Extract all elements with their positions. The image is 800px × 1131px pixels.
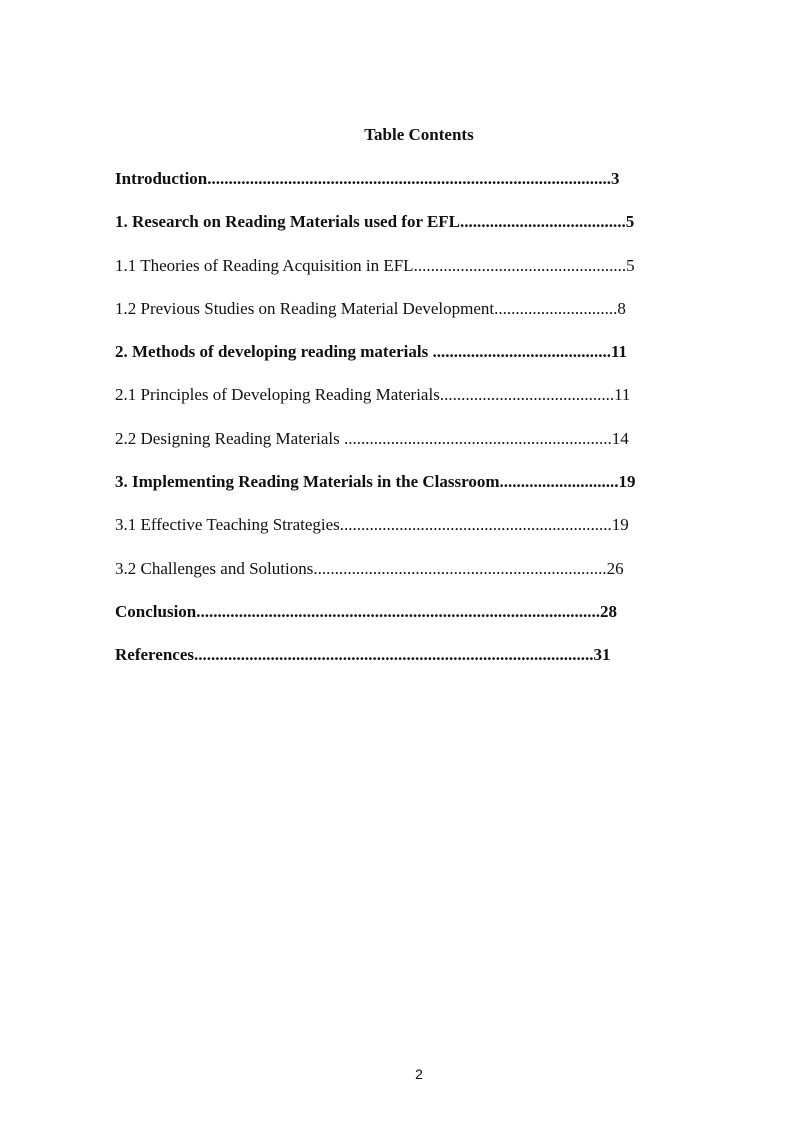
toc-entry-chapter-2[interactable]: 2. Methods of developing reading materials ..........................................11 [115, 342, 628, 362]
page-number: 2 [415, 1066, 423, 1082]
toc-entry-section-3-1[interactable]: 3.1 Effective Teaching Strategies................................................................19 [115, 515, 629, 535]
toc-entry-conclusion[interactable]: Conclusion...............................................................................................28 [115, 601, 617, 621]
toc-entry-section-2-2[interactable]: 2.2 Designing Reading Materials ...............................................................14 [115, 428, 629, 448]
toc-entry-chapter-3[interactable]: 3. Implementing Reading Materials in the Classroom............................19 [115, 472, 636, 492]
toc-title: Table Contents [364, 125, 474, 144]
toc-entry-references[interactable]: References..............................................................................................31 [115, 645, 611, 665]
toc-entry-introduction[interactable]: Introduction...............................................................................................3 [115, 169, 620, 188]
toc-list [115, 168, 636, 688]
toc-entry-section-2-1[interactable]: 2.1 Principles of Developing Reading Materials.........................................11 [115, 385, 631, 405]
toc-entry-section-3-2[interactable]: 3.2 Challenges and Solutions.....................................................................26 [115, 558, 624, 578]
toc-entry-chapter-1[interactable]: 1. Research on Reading Materials used for EFL.......................................5 [115, 212, 635, 232]
toc-entry-section-1-1[interactable]: 1.1 Theories of Reading Acquisition in EFL..................................................5 [115, 255, 635, 275]
toc-entry-section-1-2[interactable]: 1.2 Previous Studies on Reading Material Development.............................8 [115, 298, 626, 318]
